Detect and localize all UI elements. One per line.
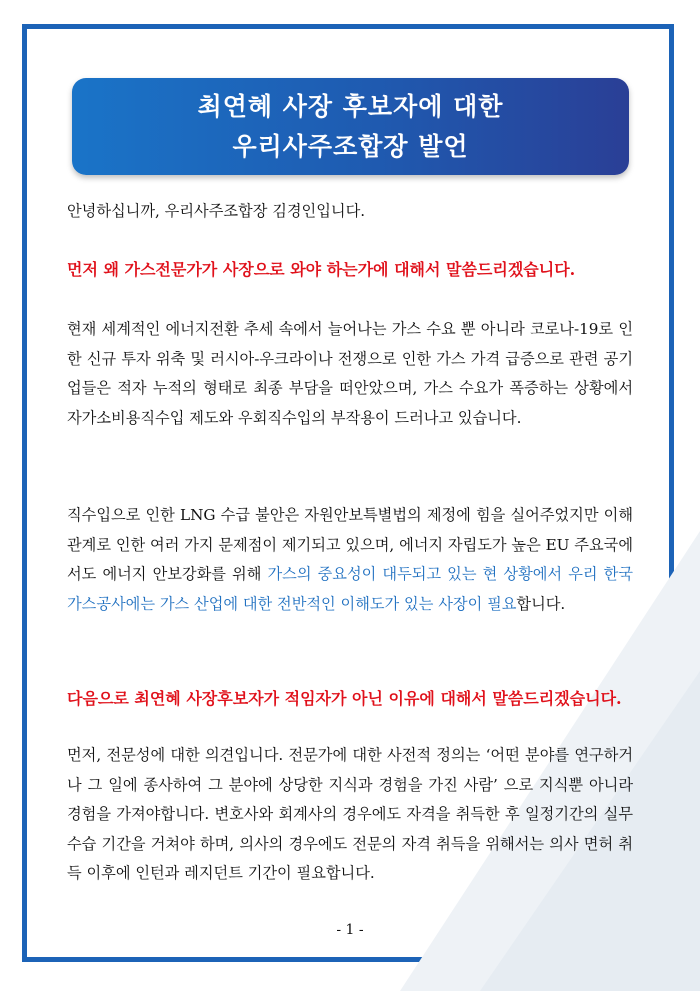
page-number: - 1 - bbox=[336, 922, 364, 938]
title-line-1: 최연혜 사장 후보자에 대한 bbox=[197, 91, 504, 121]
title-line-2: 우리사주조합장 발언 bbox=[232, 131, 469, 161]
paragraph-2 bbox=[67, 501, 633, 619]
paragraph-1: 현재 세계적인 에너지전환 추세 속에서 늘어나는 가스 수요 뿐 아니라 코로나-19로 인한 신규 투자 위축 및 러시아-우크라이나 전쟁으로 인한 가스 가격 급증으로 관련 공기업들은 적자 누적의 형태로 최종 부담을 떠안았으며, 가스 수요가 폭증하는 상황에서 자가소비용직수입 제도와 우회직수입의 부작용이 드러나고 있습니다. bbox=[67, 320, 633, 427]
section-heading-2: 다음으로 최연혜 사장후보자가 적임자가 아닌 이유에 대해서 말씀드리겠습니다. bbox=[67, 689, 622, 708]
paragraph-2-text: 직수입으로 인한 LNG 수급 불안은 자원안보특별법의 제정에 힘을 실어주었지만 이해관계로 인한 여러 가지 문제점이 제기되고 있으며, 에너지 자립도가 높은 EU 주요국에서도 에너지 안보강화를 위해 bbox=[67, 506, 633, 584]
paragraph-2-highlight: 가스의 중요성이 대두되고 있는 현 상황에서 우리 한국가스공사에는 가스 산업에 대한 전반적인 이해도가 있는 사장이 필요 bbox=[67, 565, 633, 613]
section-heading-1: 먼저 왜 가스전문가가 사장으로 와야 하는가에 대해서 말씀드리겠습니다. bbox=[67, 260, 576, 279]
title-banner bbox=[72, 78, 629, 175]
paragraph-3: 먼저, 전문성에 대한 의견입니다. 전문가에 대한 사전적 정의는 ‘어떤 분야를 연구하거나 그 일에 종사하여 그 분야에 상당한 지식과 경험을 가진 사람’ 으로 지식뿐 아니라 경험을 가져야합니다. 변호사와 회계사의 경우에도 자격을 취득한 후 일정기간의 실무수습 기간을 거쳐야 하며, 의사의 경우에도 전문의 자격 취득을 위해서는 의사 면허 취득 이후에 인턴과 레지던트 기간이 필요합니다. bbox=[67, 746, 633, 883]
greeting: 안녕하십니까, 우리사주조합장 김경인입니다. bbox=[67, 202, 366, 220]
paragraph-2-end: 합니다. bbox=[516, 594, 566, 613]
